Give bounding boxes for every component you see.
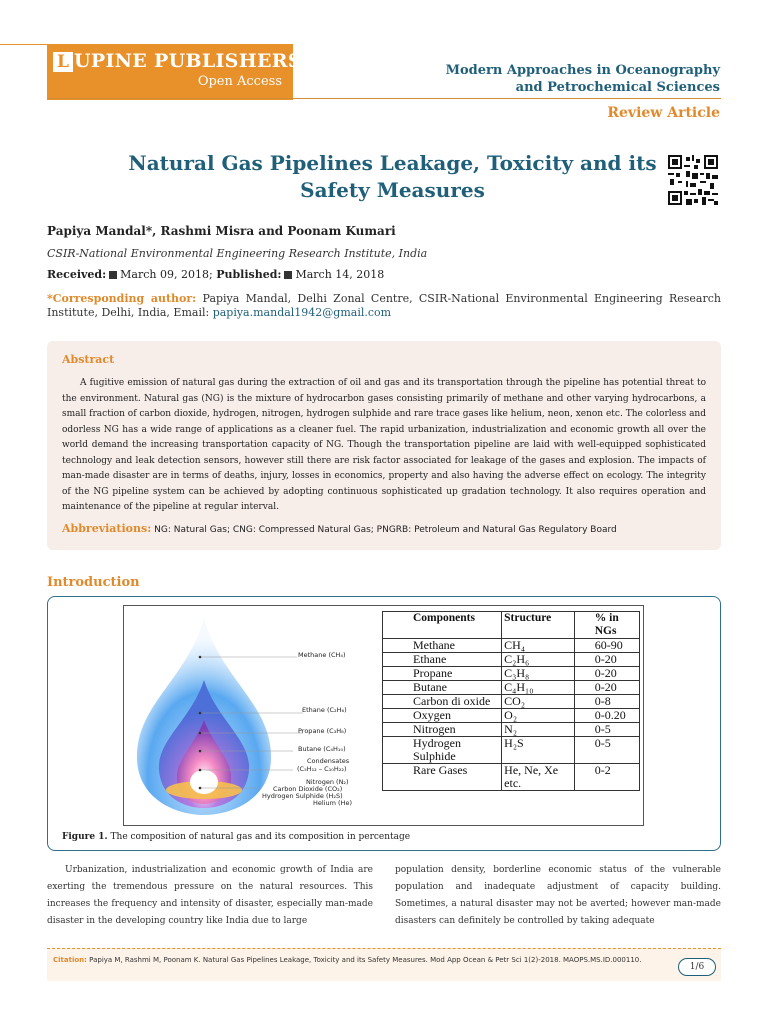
journal-name-line1: Modern Approaches in Oceanography (445, 63, 720, 78)
body-column-left: Urbanization, industrialization and economic growth of India are exerting the tremendous pressure on the natural resources. This increases the frequency and intensity of disaster, especially man-made disaster in the developing country like India due to large (47, 865, 373, 926)
affiliation: CSIR-National Environmental Engineering Research Institute, India (47, 247, 428, 260)
figure-caption-label: Figure 1. (62, 832, 108, 842)
flame-label-helium: Helium (He) (313, 799, 352, 807)
table-cell: 60-90 (574, 639, 639, 653)
table-row (383, 764, 640, 791)
publisher-name: UPINE PUBLISHERS (74, 50, 302, 72)
table-cell: Ethane (383, 653, 502, 667)
citation-text: Papiya M, Rashmi M, Poonam K. Natural Gas Pipelines Leakage, Toxicity and its Safety Measures. Mod App Ocean & Petr Sci 1(2)-2018. MAOPS.MS.ID.000110. (86, 956, 642, 964)
table-row (383, 723, 640, 737)
flame-label-ethane: Ethane (C₂H₆) (302, 706, 347, 714)
table-cell: O₂ (502, 709, 575, 723)
abstract-text: A fugitive emission of natural gas during the extraction of oil and gas and its transportation through the pipeline has potential threat to the environment. Natural gas (NG) is the mixture of hydrocarbon gases consisting primarily of methane and other varying hydrocarbons, a small fraction of carbon dioxide, hydrogen, nitrogen, hydrogen sulphide and rare trace gases like helium, neon, xenon etc. The colorless and odorless NG has a wide range of applications as a cleaner fuel. The rapid urbanization, industrialization and economic growth all over the world demand the increasing transportation capacity of NG. Though the transportation pipeline are laid with well-equipped sophisticated technology and leak detection sensors, however still there are risk factor associated for leakage of the gases and explosion. The impacts of man-made disaster are in terms of deaths, injury, losses in economics, property and also having the adverse effect on ecology. The integrity of the NG pipeline system can be achieved by adopting continuous sophisticated up gradation technology. It also requires operation and maintenance of the pipeline at regular interval. (62, 378, 706, 512)
table-row (383, 737, 640, 764)
article-title: Natural Gas Pipelines Leakage, Toxicity and its Safety Measures (128, 151, 657, 202)
header-divider (47, 98, 721, 99)
article-dates (47, 268, 384, 281)
received-date: March 09, 2018; (120, 268, 213, 281)
table-cell: 0-5 (574, 737, 639, 764)
open-access-label: Open Access (197, 74, 282, 89)
flame-label-butane: Butane (C₄H₁₀) (298, 745, 346, 753)
flame-label-propane: Propane (C₃H₈) (298, 727, 347, 735)
table-cell: 0-8 (574, 695, 639, 709)
calendar-icon (284, 271, 292, 279)
table-header-components: Components (383, 612, 502, 639)
flame-label-methane: Methane (CH₄) (298, 651, 346, 659)
corresponding-author-text: Papiya Mandal, Delhi Zonal Centre, CSIR-National Environmental Engineering Research Institute, Delhi, India, Email: (47, 292, 721, 319)
table-row (383, 653, 640, 667)
table-row (383, 709, 640, 723)
table-row (383, 639, 640, 653)
table-cell: Nitrogen (383, 723, 502, 737)
table-cell: C₂H₆ (502, 653, 575, 667)
citation-label: Citation: (53, 956, 87, 964)
table-cell: Butane (383, 681, 502, 695)
corresponding-author (47, 292, 721, 320)
table-cell: C₃H₈ (502, 667, 575, 681)
table-row (383, 695, 640, 709)
table-row (383, 681, 640, 695)
table-cell: He, Ne, Xe etc. (502, 764, 575, 791)
article-type: Review Article (607, 105, 720, 121)
author-list: Papiya Mandal*, Rashmi Misra and Poonam Kumari (47, 224, 396, 238)
natural-gas-flame-illustration (127, 610, 382, 818)
table-header-percent: % in NGs (574, 612, 639, 639)
citation-box (47, 948, 721, 981)
abstract-heading: Abstract (62, 353, 115, 366)
corresponding-author-label: *Corresponding author: (47, 292, 197, 305)
table-cell: CO₂ (502, 695, 575, 709)
qr-code-icon[interactable] (668, 155, 718, 205)
figure-caption-text: The composition of natural gas and its composition in percentage (107, 832, 411, 842)
journal-name (446, 62, 720, 96)
published-label: Published: (216, 268, 282, 281)
table-cell: 0-20 (574, 667, 639, 681)
flame-label-h2s: Hydrogen Sulphide (H₂S) (262, 792, 343, 800)
table-cell: Oxygen (383, 709, 502, 723)
table-cell: H₂S (502, 737, 575, 764)
table-cell: Methane (383, 639, 502, 653)
received-label: Received: (47, 268, 107, 281)
table-cell: C₄H₁₀ (502, 681, 575, 695)
abbreviations (62, 522, 706, 535)
flame-label-nitrogen: Nitrogen (N₂) (306, 778, 349, 786)
author-email-link[interactable]: papiya.mandal1942@gmail.com (212, 306, 392, 319)
table-cell: 0-5 (574, 723, 639, 737)
table-cell: Propane (383, 667, 502, 681)
table-cell: 0-20 (574, 653, 639, 667)
table-cell: 0-2 (574, 764, 639, 791)
section-heading-introduction: Introduction (47, 575, 140, 590)
table-header-row (383, 612, 640, 639)
flame-label-condensates-formula: (C₅H₁₂ – C₁₀H₂₂) (297, 765, 347, 773)
published-date: March 14, 2018 (295, 268, 385, 281)
table-cell: Hydrogen Sulphide (383, 737, 502, 764)
flame-label-co2: Carbon Dioxide (CO₂) (273, 785, 343, 793)
table-cell: CH₄ (502, 639, 575, 653)
composition-table (382, 611, 640, 791)
table-cell: Rare Gases (383, 764, 502, 791)
header-rule-left (0, 44, 47, 45)
figure-caption (62, 832, 410, 842)
abbreviations-text: NG: Natural Gas; CNG: Compressed Natural Gas; PNGRB: Petroleum and Natural Gas Regulatory Board (151, 524, 617, 535)
body-column-right: population density, borderline economic status of the vulnerable population and inadequate adjustment of capacity building. Sometimes, a natural disaster may not be averted; however man-made disasters can definitely be controlled by taking adequate (395, 865, 721, 926)
logo-letter: L (53, 52, 73, 72)
table-cell: N₂ (502, 723, 575, 737)
table-cell: 0-20 (574, 681, 639, 695)
page-number: 1/6 (678, 958, 716, 976)
calendar-icon (109, 271, 117, 279)
table-row (383, 667, 640, 681)
flame-label-condensates: Condensates (307, 757, 350, 765)
table-cell: Carbon di oxide (383, 695, 502, 709)
abstract-box (47, 341, 721, 550)
abbreviations-label: Abbreviations: (62, 521, 152, 535)
journal-name-line2: and Petrochemical Sciences (515, 80, 720, 95)
table-header-structure: Structure (502, 612, 575, 639)
table-cell: 0-0.20 (574, 709, 639, 723)
